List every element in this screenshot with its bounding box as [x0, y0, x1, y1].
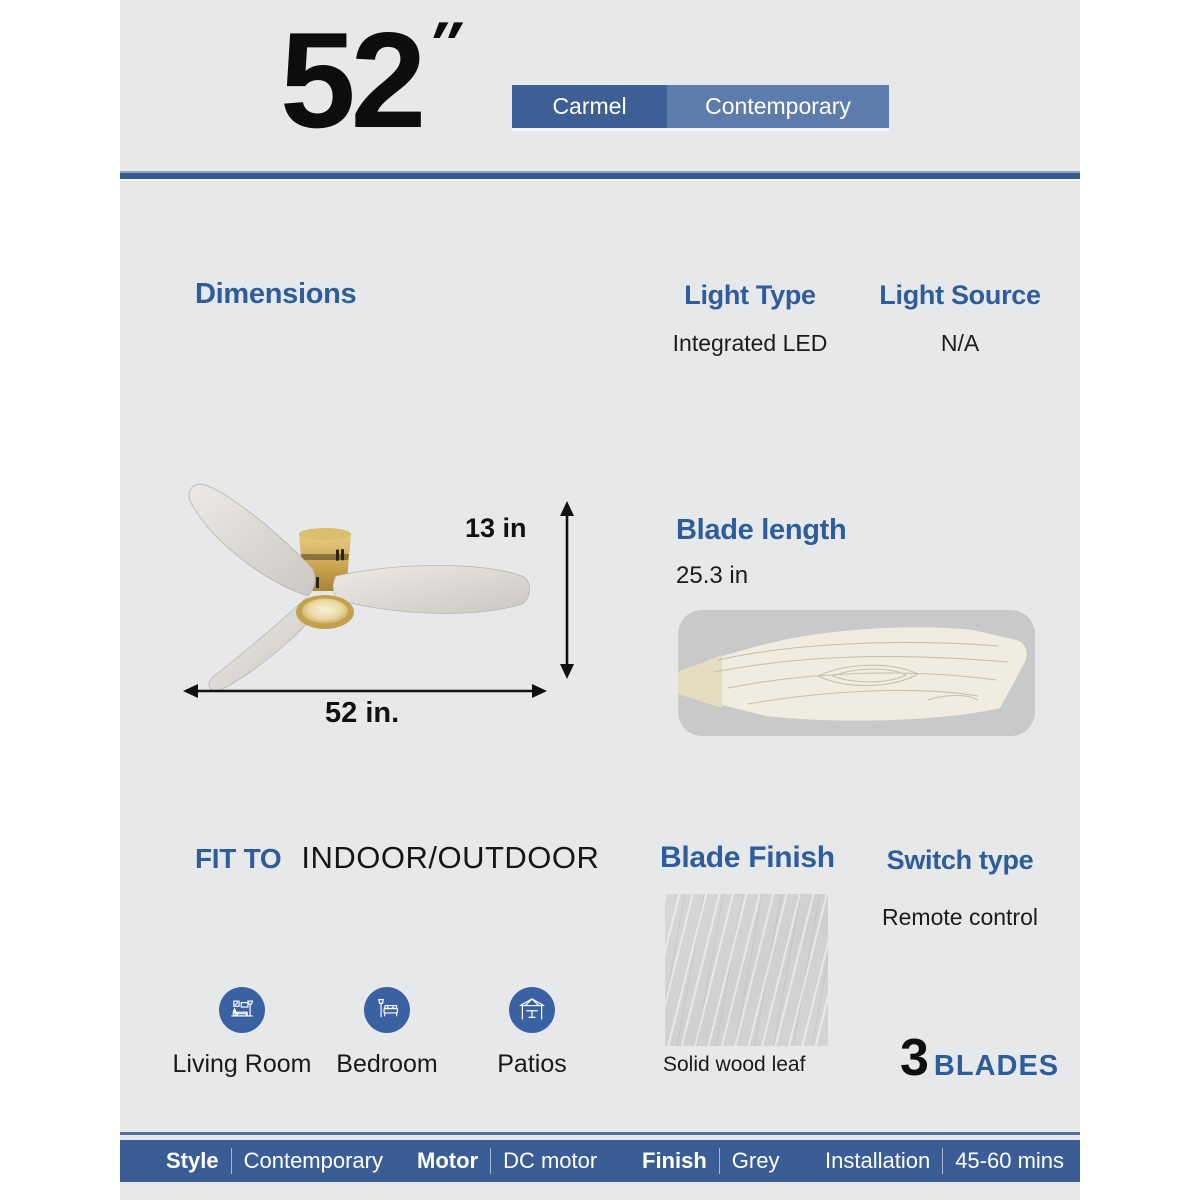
switch-type-column: [872, 845, 1048, 931]
dimensions-title: Dimensions: [195, 278, 357, 310]
fit-to-value: INDOOR/OUTDOOR: [301, 840, 600, 875]
footer-label: Style: [166, 1148, 219, 1173]
footer-separator: [231, 1148, 232, 1174]
footer-value: Contemporary: [243, 1148, 383, 1173]
room-patio: [462, 987, 602, 1079]
footer-label: Finish: [642, 1148, 707, 1173]
switch-type-title: Switch type: [886, 845, 1034, 875]
light-type-column: [668, 280, 832, 357]
light-source-title: Light Source: [879, 280, 1041, 310]
width-label: 52 in.: [325, 697, 400, 729]
blade-length-value: 25.3 in: [676, 562, 749, 589]
footer-spec-bar: [120, 1140, 1080, 1182]
height-dimension-arrow: [554, 500, 580, 680]
blade-photo: [678, 610, 1035, 736]
series-banner: [512, 85, 889, 128]
fit-to-row: [195, 840, 599, 876]
light-source-value: N/A: [940, 330, 980, 356]
switch-type-value: Remote control: [882, 904, 1038, 930]
footer-rule: [120, 1132, 1080, 1135]
footer-item-style: [166, 1140, 383, 1182]
room-bedroom: [317, 987, 457, 1079]
light-source-column: [872, 280, 1048, 357]
living-room-icon: [219, 987, 265, 1033]
room-label: Bedroom: [336, 1050, 438, 1078]
room-living: [172, 987, 312, 1079]
footer-item-installation: [825, 1140, 1064, 1182]
series-style-badge: Contemporary: [667, 85, 889, 128]
footer-separator: [719, 1148, 720, 1174]
fit-to-title: FIT TO: [195, 843, 282, 874]
blade-finish-caption: Solid wood leaf: [663, 1053, 806, 1076]
patio-icon: [509, 987, 555, 1033]
content-panel: [120, 0, 1080, 1200]
footer-label: Installation: [825, 1148, 931, 1173]
fan-size-value: 52: [280, 4, 422, 156]
footer-value: DC motor: [503, 1148, 598, 1173]
blade-length-title: Blade length: [676, 514, 847, 546]
ceiling-fan-image: [160, 470, 560, 700]
footer-value: 45-60 mins: [955, 1148, 1065, 1173]
footer-item-finish: [642, 1140, 779, 1182]
blades-count: 3: [900, 1029, 929, 1087]
series-name-badge: Carmel: [512, 85, 667, 128]
bedroom-icon: [364, 987, 410, 1033]
blades-count-group: [900, 1029, 1060, 1087]
room-label: Living Room: [172, 1050, 312, 1078]
height-label: 13 in: [465, 513, 527, 543]
footer-value: Grey: [731, 1148, 780, 1173]
footer-label: Motor: [417, 1148, 479, 1173]
light-type-title: Light Type: [684, 280, 816, 310]
blade-finish-swatch: [665, 894, 828, 1046]
inch-mark: ″: [420, 10, 468, 79]
room-label: Patios: [497, 1050, 567, 1078]
light-type-value: Integrated LED: [672, 330, 828, 356]
header-divider: [120, 171, 1080, 181]
footer-separator: [490, 1148, 491, 1174]
fan-size-heading: [280, 4, 468, 156]
footer-separator: [942, 1148, 943, 1174]
blades-label: BLADES: [933, 1050, 1060, 1082]
blade-finish-title: Blade Finish: [660, 841, 835, 874]
footer-item-motor: [417, 1140, 597, 1182]
